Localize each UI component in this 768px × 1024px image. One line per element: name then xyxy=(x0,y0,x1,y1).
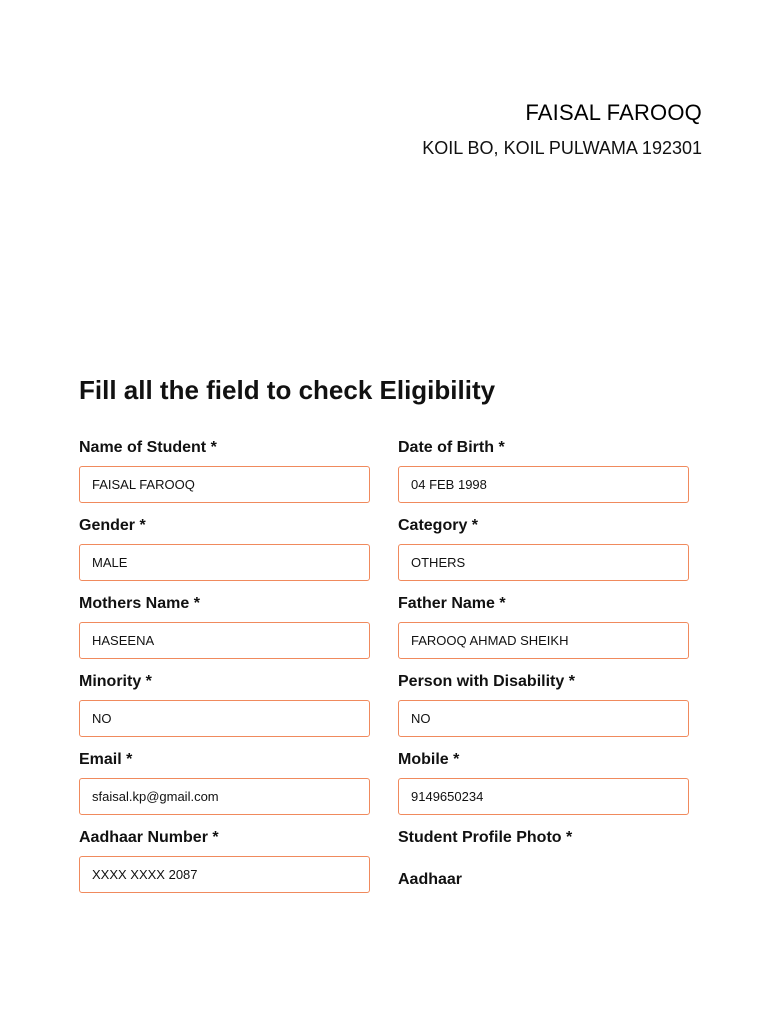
field-label: Mobile * xyxy=(398,751,460,768)
field-label: Aadhaar Number * xyxy=(79,829,219,846)
name-of-student-input[interactable] xyxy=(79,466,370,503)
applicant-address: KOIL BO, KOIL PULWAMA 192301 xyxy=(422,138,702,158)
field-label: Mothers Name * xyxy=(79,595,200,612)
field-label: Student Profile Photo * xyxy=(398,829,573,846)
aadhaar-number-input[interactable] xyxy=(79,856,370,893)
field-mothers-name xyxy=(79,593,370,671)
eligibility-form xyxy=(79,437,689,905)
field-label: Person with Disability * xyxy=(398,673,575,690)
field-name-of-student xyxy=(79,437,370,515)
field-label: Gender * xyxy=(79,517,146,534)
field-minority xyxy=(79,671,370,749)
minority-input[interactable] xyxy=(79,700,370,737)
profile-photo-value: Aadhaar xyxy=(398,871,463,888)
mothers-name-input[interactable] xyxy=(79,622,370,659)
field-person-with-disability xyxy=(398,671,689,749)
field-mobile xyxy=(398,749,689,827)
mobile-input[interactable] xyxy=(398,778,689,815)
category-input[interactable] xyxy=(398,544,689,581)
field-student-profile-photo xyxy=(398,827,689,905)
applicant-name: FAISAL FAROOQ xyxy=(525,100,702,125)
field-label: Date of Birth * xyxy=(398,439,505,456)
field-label: Father Name * xyxy=(398,595,506,612)
field-label: Email * xyxy=(79,751,133,768)
field-category xyxy=(398,515,689,593)
father-name-input[interactable] xyxy=(398,622,689,659)
field-father-name xyxy=(398,593,689,671)
field-email xyxy=(79,749,370,827)
field-gender xyxy=(79,515,370,593)
form-title: Fill all the field to check Eligibility xyxy=(79,375,496,405)
date-of-birth-input[interactable] xyxy=(398,466,689,503)
field-label: Name of Student * xyxy=(79,439,217,456)
field-date-of-birth xyxy=(398,437,689,515)
field-label: Minority * xyxy=(79,673,152,690)
field-label: Category * xyxy=(398,517,479,534)
field-aadhaar-number xyxy=(79,827,370,905)
person-with-disability-input[interactable] xyxy=(398,700,689,737)
email-input[interactable] xyxy=(79,778,370,815)
applicant-header xyxy=(422,98,702,160)
gender-input[interactable] xyxy=(79,544,370,581)
